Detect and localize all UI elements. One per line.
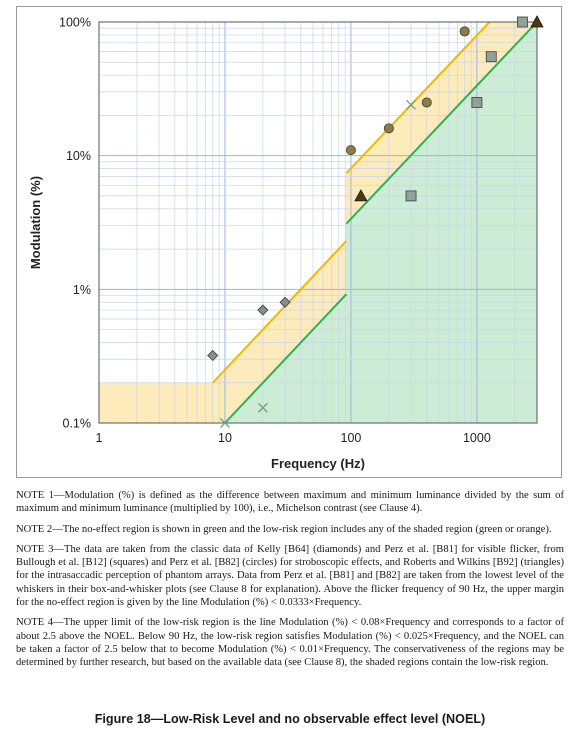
circle-point xyxy=(346,146,355,155)
y-tick-label: 1% xyxy=(72,282,91,297)
note-1: NOTE 1—Modulation (%) is defined as the difference between maximum and minimum luminance divided by the sum of maximum and minimum luminance (multiplied by 100), i.e., Michelson contrast (see Clause 4). xyxy=(16,490,564,515)
circle-point xyxy=(422,98,431,107)
x-tick-label: 1000 xyxy=(462,431,491,445)
y-tick-label: 100% xyxy=(59,15,91,30)
figure-frame xyxy=(16,6,562,478)
square-point xyxy=(406,191,416,201)
figure-notes xyxy=(16,489,564,677)
x-tick-label: 100 xyxy=(340,431,362,445)
figure-caption: Figure 18—Low-Risk Level and no observable effect level (NOEL) xyxy=(94,712,486,726)
x-axis-label: Frequency (Hz) xyxy=(271,456,365,471)
square-point xyxy=(517,17,527,27)
note-4: NOTE 4—The upper limit of the low-risk region is the line Modulation (%) < 0.08×Frequency and corresponds to a factor of about 2.5 above the NOEL. Below 90 Hz, the low-risk region satisfies Modulation (%) < 0.025×Frequency, and the NOEL can be taken a factor of 2.5 below that to become Modulation (%) < 0.01×Frequency. The conservativeness of the regions may be determined by further research, but based on the available data (see Clause 8), the shaded regions contain the low-risk region. xyxy=(16,617,564,669)
x-tick-label: 1 xyxy=(95,431,103,445)
note-3: NOTE 3—The data are taken from the classic data of Kelly [B64] (diamonds) and Perz et al. [B81] for visible flicker, from Bullough et al. [B12] (squares) and Perz et al. [B82] (circles) for stroboscopic effects, and Roberts and Wilkins [B92] (triangles) for the intrasaccadic perception of phantom arrays. Data from Perz et al. [B81] and [B82] are taken from the lowest level of the whiskers in their box-and-whisker plots (see Clause 8 for explanation). Above the flicker frequency of 90 Hz, the upper margin for the no-effect region is given by the line Modulation (%) < 0.0333×Frequency. xyxy=(16,543,564,609)
note-2: NOTE 2—The no-effect region is shown in green and the low-risk region includes any of the shaded region (green or orange). xyxy=(16,523,552,535)
y-tick-label: 10% xyxy=(65,149,91,164)
circle-point xyxy=(384,124,393,133)
circle-point xyxy=(460,27,469,36)
y-axis-label: Modulation (%) xyxy=(28,175,43,270)
square-point xyxy=(472,97,482,107)
x-tick-label: 10 xyxy=(218,431,232,445)
square-point xyxy=(486,52,496,62)
y-tick-label: 0.1% xyxy=(62,416,91,431)
modulation-frequency-chart xyxy=(17,7,563,479)
